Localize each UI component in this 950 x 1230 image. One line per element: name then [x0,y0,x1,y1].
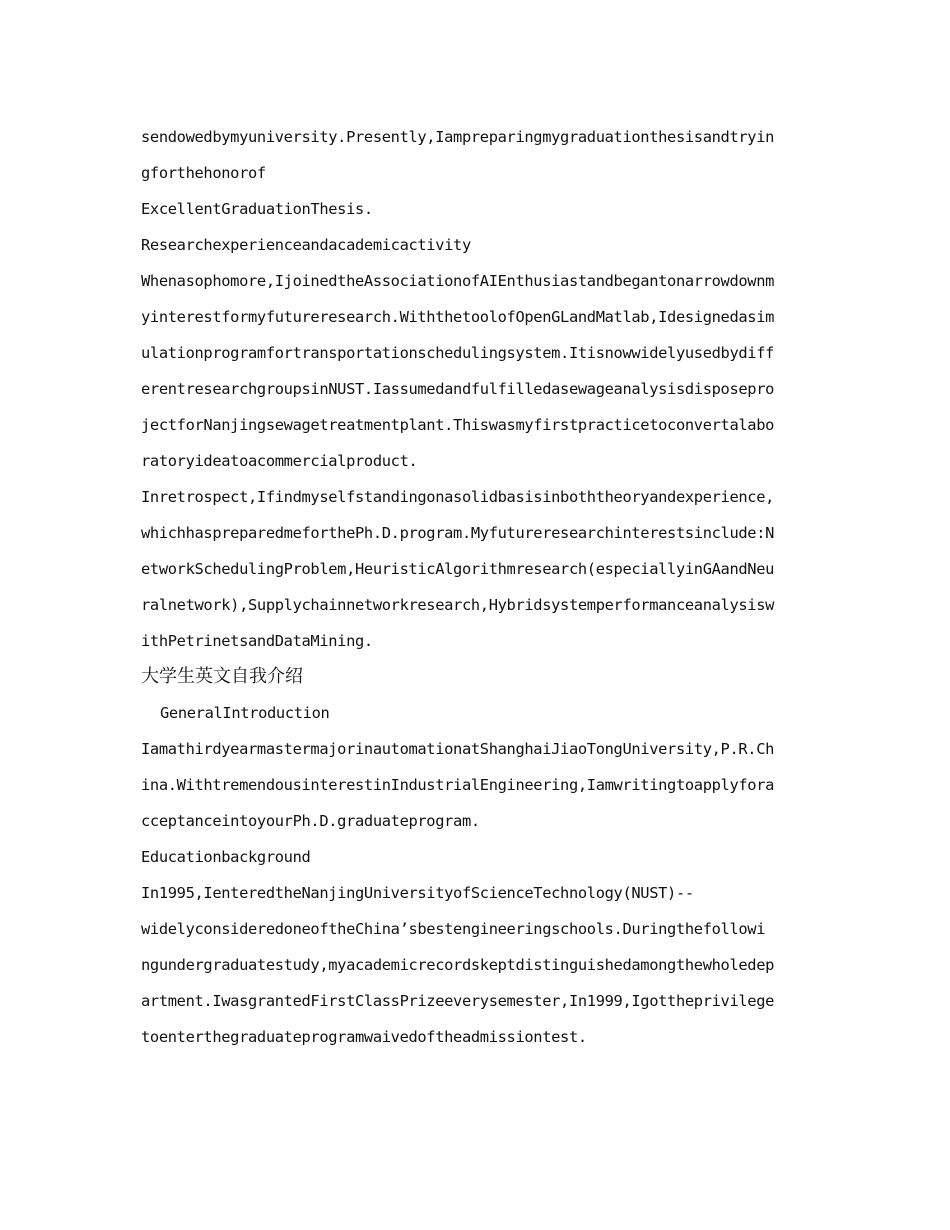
chinese-heading: 大学生英文自我介绍 [141,666,303,687]
text-line: Whenasophomore,IjoinedtheAssociationofAIEnthusiastandbegantonarrowdownm [141,272,775,290]
section-title-research: Researchexperienceandacademicactivity [141,236,471,254]
text-line: sendowedbymyuniversity.Presently,Iampreparingmygraduationthesisandtryin [141,128,775,146]
text-line: artment.IwasgrantedFirstClassPrizeeverysemester,In1999,Igottheprivilege [141,992,775,1010]
text-line: In1995,IenteredtheNanjingUniversityofScienceTechnology(NUST)-- [141,884,694,902]
text-line: etworkSchedulingProblem,HeuristicAlgorithmresearch(especiallyinGAandNeu [141,560,775,578]
text-line: widelyconsideredoneoftheChina’sbestengineeringschools.Duringthefollowi [141,920,766,938]
section-title-education: Educationbackground [141,848,311,866]
text-line: yinterestformyfutureresearch.WiththetoolofOpenGLandMatlab,Idesignedasim [141,308,775,326]
document-body [141,119,811,1055]
text-line: ithPetrinetsandDataMining. [141,632,373,650]
text-line: IamathirdyearmastermajorinautomationatShanghaiJiaoTongUniversity,P.R.Ch [141,740,775,758]
text-line: ina.WithtremendousinterestinIndustrialEngineering,Iamwritingtoapplyfora [141,776,775,794]
text-line: ralnetwork),Supplychainnetworkresearch,Hybridsystemperformanceanalysisw [141,596,775,614]
text-line: Inretrospect,Ifindmyselfstandingonasolidbasisinboththeoryandexperience, [141,488,775,506]
text-line: toenterthegraduateprogramwaivedoftheadmissiontest. [141,1028,587,1046]
text-line: cceptanceintoyourPh.D.graduateprogram. [141,812,480,830]
text-line: ulationprogramfortransportationschedulingsystem.Itisnowwidelyusedbydiff [141,344,775,362]
text-line: jectforNanjingsewagetreatmentplant.Thiswasmyfirstpracticetoconvertalabo [141,416,775,434]
text-line: ratoryideatoacommercialproduct. [141,452,418,470]
text-line: whichhaspreparedmeforthePh.D.program.Myfutureresearchinterestsinclude:N [141,524,775,542]
text-line: gforthehonorof [141,164,266,182]
text-line: ngundergraduatestudy,myacademicrecordskeptdistinguishedamongthewholedep [141,956,775,974]
text-line: erentresearchgroupsinNUST.Iassumedandfulfilledasewageanalysisdisposepro [141,380,775,398]
section-title-general-introduction: GeneralIntroduction [160,704,330,722]
text-line: ExcellentGraduationThesis. [141,200,373,218]
